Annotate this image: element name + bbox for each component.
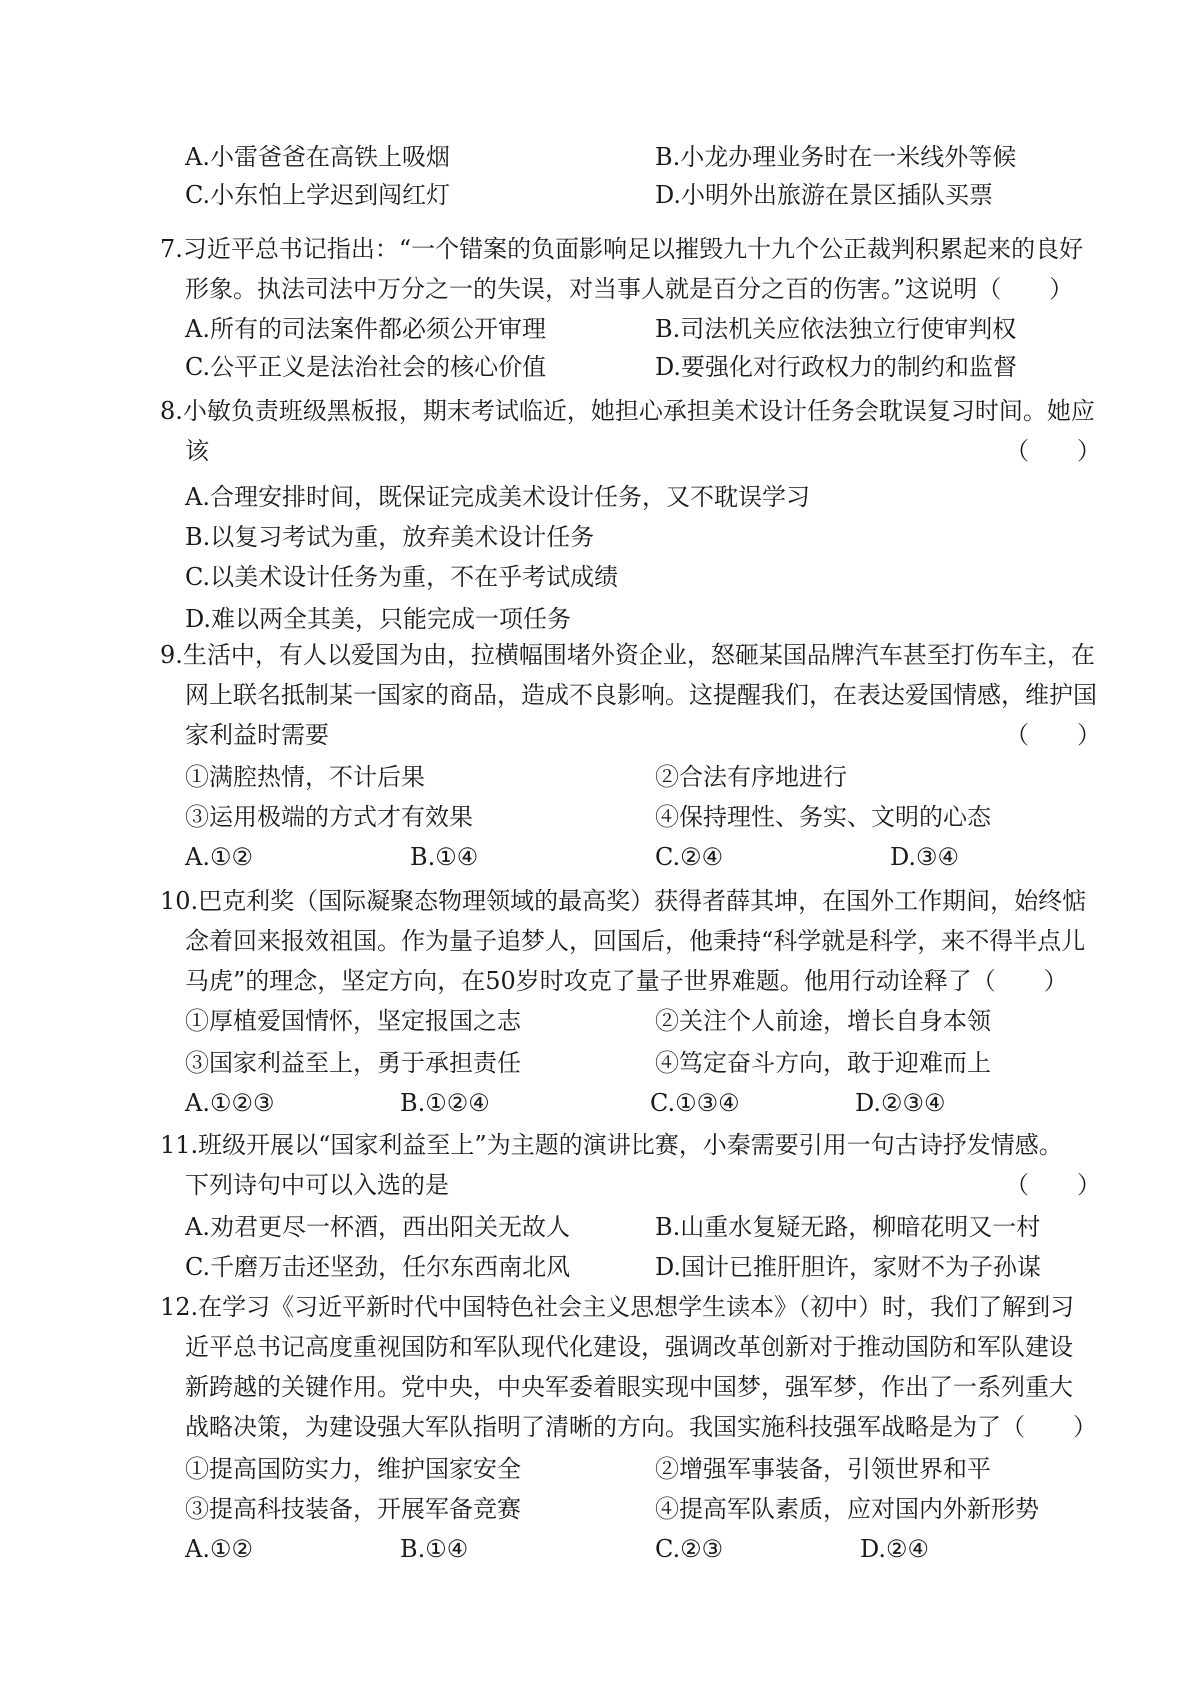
q12-stem-line-3: 新跨越的关键作用。党中央，中央军委着眼实现中国梦，强军梦，作出了一系列重大	[185, 1373, 1073, 1401]
q12-stem-line-4: 战略决策，为建设强大军队指明了清晰的方向。我国实施科技强军战略是为了（ ）	[185, 1413, 1097, 1441]
q12-option-a: A.①②	[185, 1535, 253, 1563]
q7-option-d: D.要强化对行政权力的制约和监督	[655, 353, 1018, 381]
q10-option-b: B.①②④	[400, 1089, 490, 1117]
q7-stem-line-1: 7.习近平总书记指出：“一个错案的负面影响足以摧毁九十九个公正裁判积累起来的良好	[160, 235, 1084, 263]
q7-option-c: C.公平正义是法治社会的核心价值	[185, 353, 547, 381]
q7-option-b: B.司法机关应依法独立行使审判权	[655, 315, 1017, 343]
q10-item-1: ①厚植爱国情怀，坚定报国之志	[185, 1007, 521, 1035]
q12-option-d: D.②④	[860, 1535, 930, 1563]
q12-option-c: C.②③	[655, 1535, 724, 1563]
q12-option-b: B.①④	[400, 1535, 469, 1563]
q9-stem-line-2: 网上联名抵制某一国家的商品，造成不良影响。这提醒我们，在表达爱国情感，维护国	[185, 681, 1097, 709]
q6-option-b: B.小龙办理业务时在一米线外等候	[655, 143, 1017, 171]
q10-option-d: D.②③④	[855, 1089, 946, 1117]
q8-answer-parentheses: （ ）	[1005, 437, 1101, 465]
q9-item-3: ③运用极端的方式才有效果	[185, 803, 473, 831]
q9-answer-parentheses: （ ）	[1005, 721, 1101, 749]
q12-item-1: ①提高国防实力，维护国家安全	[185, 1455, 521, 1483]
q9-stem-line-3: 家利益时需要	[185, 721, 329, 749]
q11-answer-parentheses: （ ）	[1005, 1171, 1101, 1199]
q10-stem-line-1: 10.巴克利奖（国际凝聚态物理领域的最高奖）获得者薛其坤，在国外工作期间，始终惦	[160, 887, 1087, 915]
q8-option-b: B.以复习考试为重，放弃美术设计任务	[185, 523, 595, 551]
q10-stem-line-3: 马虎”的理念，坚定方向，在50岁时攻克了量子世界难题。他用行动诠释了（ ）	[185, 967, 1068, 995]
q7-option-a: A.所有的司法案件都必须公开审理	[185, 315, 546, 343]
q11-stem-line-1: 11.班级开展以“国家利益至上”为主题的演讲比赛，小秦需要引用一句古诗抒发情感。	[160, 1131, 1063, 1159]
q9-option-a: A.①②	[185, 843, 253, 871]
q12-item-4: ④提高军队素质，应对国内外新形势	[655, 1495, 1039, 1523]
q11-option-c: C.千磨万击还坚劲，任尔东西南北风	[185, 1253, 571, 1281]
q9-item-2: ②合法有序地进行	[655, 763, 847, 791]
q8-option-a: A.合理安排时间，既保证完成美术设计任务，又不耽误学习	[185, 483, 810, 511]
q9-stem-line-1: 9.生活中，有人以爱国为由，拉横幅围堵外资企业，怒砸某国品牌汽车甚至打伤车主，在	[160, 641, 1095, 669]
q10-option-c: C.①③④	[650, 1089, 740, 1117]
q9-item-1: ①满腔热情，不计后果	[185, 763, 425, 791]
q8-stem-line-2: 该	[185, 437, 209, 465]
q12-stem-line-1: 12.在学习《习近平新时代中国特色社会主义思想学生读本》（初中）时，我们了解到习	[160, 1293, 1075, 1321]
q8-option-c: C.以美术设计任务为重，不在乎考试成绩	[185, 563, 619, 591]
q9-item-4: ④保持理性、务实、文明的心态	[655, 803, 991, 831]
q10-item-4: ④笃定奋斗方向，敢于迎难而上	[655, 1049, 991, 1077]
q7-stem-line-2: 形象。执法司法中万分之一的失误，对当事人就是百分之百的伤害。”这说明（ ）	[185, 275, 1074, 303]
q10-stem-line-2: 念着回来报效祖国。作为量子追梦人，回国后，他秉持“科学就是科学，来不得半点儿	[185, 927, 1086, 955]
q10-option-a: A.①②③	[185, 1089, 275, 1117]
q11-option-d: D.国计已推肝胆许，家财不为子孙谋	[655, 1253, 1042, 1281]
q6-option-a: A.小雷爸爸在高铁上吸烟	[185, 143, 450, 171]
q12-stem-line-2: 近平总书记高度重视国防和军队现代化建设，强调改革创新对于推动国防和军队建设	[185, 1333, 1073, 1361]
q12-item-2: ②增强军事装备，引领世界和平	[655, 1455, 991, 1483]
q8-stem-line-1: 8.小敏负责班级黑板报，期末考试临近，她担心承担美术设计任务会耽误复习时间。她应	[160, 397, 1095, 425]
q10-item-3: ③国家利益至上，勇于承担责任	[185, 1049, 521, 1077]
q6-option-c: C.小东怕上学迟到闯红灯	[185, 181, 451, 209]
q11-stem-line-2: 下列诗句中可以入选的是	[185, 1171, 449, 1199]
q9-option-c: C.②④	[655, 843, 724, 871]
q11-option-a: A.劝君更尽一杯酒，西出阳关无故人	[185, 1213, 570, 1241]
q9-option-b: B.①④	[410, 843, 479, 871]
q12-item-3: ③提高科技装备，开展军备竞赛	[185, 1495, 521, 1523]
q8-option-d: D.难以两全其美，只能完成一项任务	[185, 605, 572, 633]
q11-option-b: B.山重水复疑无路，柳暗花明又一村	[655, 1213, 1041, 1241]
q10-item-2: ②关注个人前途，增长自身本领	[655, 1007, 991, 1035]
q6-option-d: D.小明外出旅游在景区插队买票	[655, 181, 994, 209]
q9-option-d: D.③④	[890, 843, 960, 871]
